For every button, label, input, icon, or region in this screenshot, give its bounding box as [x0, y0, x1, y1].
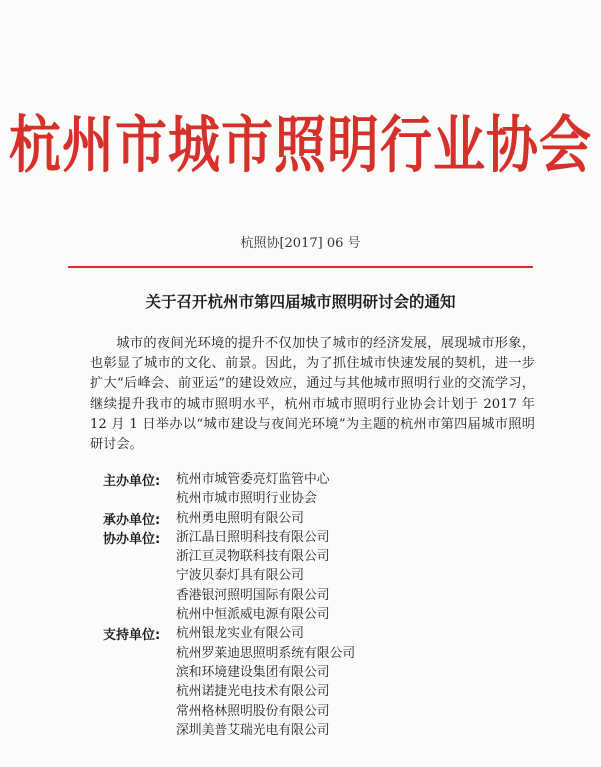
list-item: 深圳美普艾瑞光电有限公司: [176, 722, 330, 738]
list-item: 杭州银龙实业有限公司: [176, 626, 304, 642]
supporter-units-label: 支持单位:: [103, 628, 161, 644]
host-units: [0, 470, 601, 509]
notice-title: 关于召开杭州市第四届城市照明研讨会的通知: [145, 292, 456, 311]
list-item: 香港银河照明国际有限公司: [176, 587, 330, 603]
host-units-list: [176, 470, 536, 509]
list-item: 杭州诺捷光电技术有限公司: [176, 684, 330, 700]
list-item: 宁波贝泰灯具有限公司: [176, 568, 304, 584]
red-divider-line: [68, 266, 533, 268]
list-item: 杭州勇电照明有限公司: [176, 510, 304, 526]
notice-body: 城市的夜间光环境的提升不仅加快了城市的经济发展，展现城市形象，也彰显了城市的文化、前景。因此，为了抓住城市快速发展的契机，进一步扩大“后峰会、前亚运”的建设效应，通过与其他城市照明行业的交流学习，继续提升我市的城市照明水平，杭州市城市照明行业协会计划于 2017 年 12 月 1 日举办以“城市建设与夜间光环境”为主题的杭州市第四届城市照明研讨会。: [90, 336, 535, 453]
supporter-units: [0, 624, 601, 740]
list-item: 浙江亘灵物联科技有限公司: [176, 549, 330, 565]
list-item: 杭州市城管委亮灯监管中心: [176, 472, 330, 487]
document-number: 杭照协[2017] 06 号: [240, 236, 361, 251]
list-item: 杭州市城市照明行业协会: [176, 491, 317, 507]
list-item: 杭州罗莱迪思照明系统有限公司: [176, 645, 356, 661]
co-organizer-units-list: [176, 528, 536, 624]
list-item: 常州格林照明股份有限公司: [176, 703, 330, 719]
organizer-units-label: 承办单位:: [103, 512, 161, 528]
co-organizer-units: [0, 528, 601, 624]
masthead-title: 杭州市城市照明行业协会: [8, 110, 592, 182]
supporter-units-list: [176, 624, 536, 740]
units-section: [0, 470, 601, 740]
list-item: 浙江晶日照明科技有限公司: [176, 529, 330, 545]
organizer-units: [0, 509, 601, 528]
co-organizer-units-label: 协办单位:: [103, 531, 161, 547]
host-units-label: 主办单位:: [103, 474, 161, 489]
organizer-units-list: [176, 509, 536, 528]
list-item: 杭州中恒派威电源有限公司: [176, 607, 330, 623]
list-item: 滨和环境建设集团有限公司: [176, 664, 330, 680]
